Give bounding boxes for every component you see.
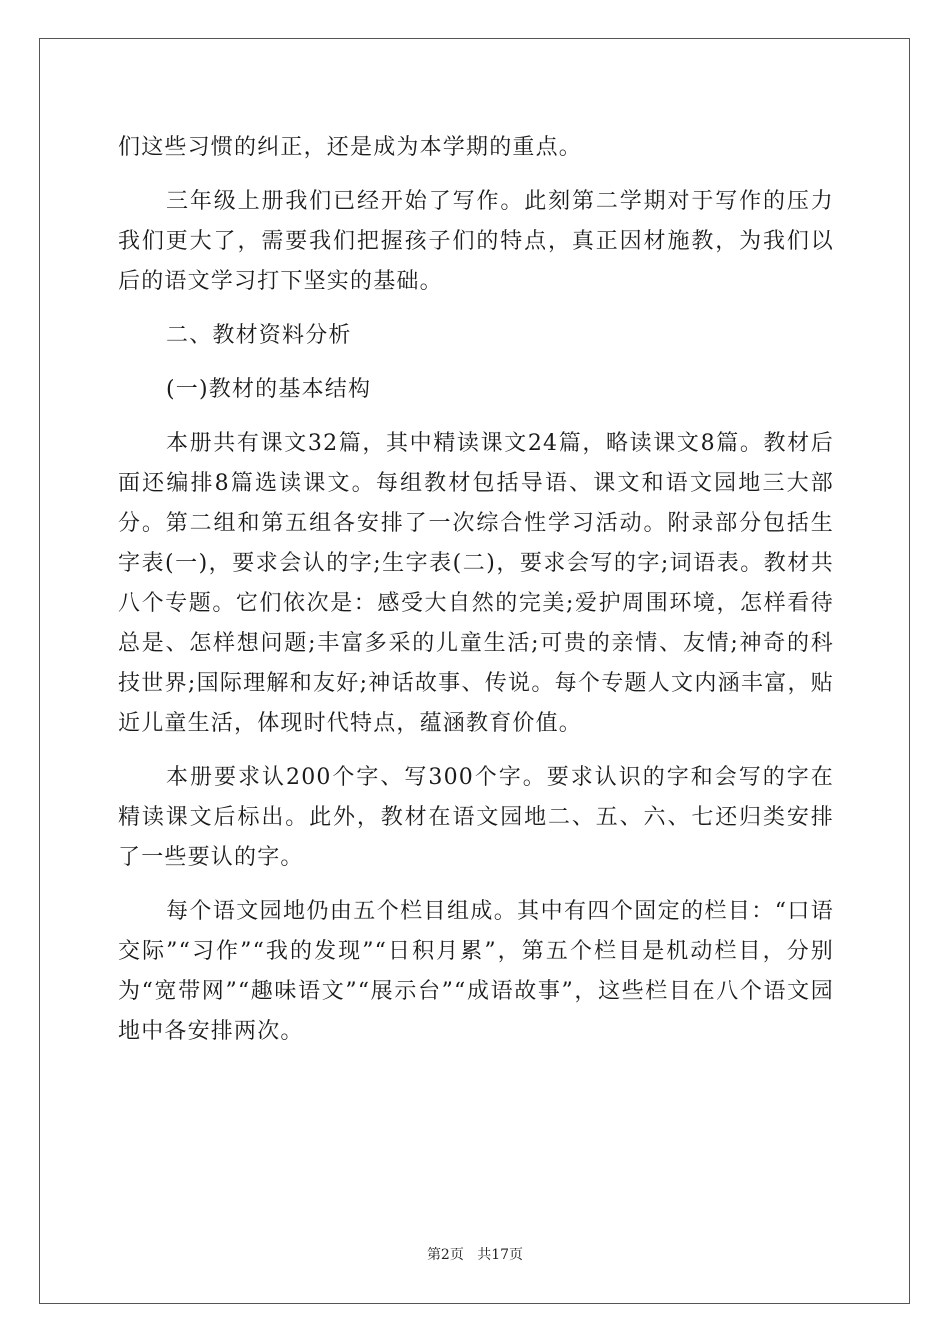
paragraph-columns: 每个语文园地仍由五个栏目组成。其中有四个固定的栏目：“口语交际”“习作”“我的发现”“日积月累”，第五个栏目是机动栏目，分别为“宽带网”“趣味语文”“展示台”“成语故事”，这些栏目在八个语文园地中各安排两次。 xyxy=(118,899,834,1044)
paragraph-structure: 本册共有课文32篇，其中精读课文24篇，略读课文8篇。教材后面还编排8篇选读课文。每组教材包括导语、课文和语文园地三大部分。第二组和第五组各安排了一次综合性学习活动。附录部分包括生字表(一)，要求会认的字;生字表(二)，要求会写的字;词语表。教材共八个专题。它们依次是：感受大自然的完美;爱护周围环境，怎样看待总是、怎样想问题;丰富多采的儿童生活;可贵的亲情、友情;神奇的科技世界;国际理解和友好;神话故事、传说。每个专题人文内涵丰富，贴近儿童生活，体现时代特点，蕴涵教育价值。 xyxy=(118,431,834,736)
page-number: 第2页 xyxy=(426,1247,464,1263)
paragraph-writing: 三年级上册我们已经开始了写作。此刻第二学期对于写作的压力我们更大了，需要我们把握孩子们的特点，真正因材施教，为我们以后的语文学习打下坚实的基础。 xyxy=(118,189,834,294)
paragraph-characters: 本册要求认200个字、写300个字。要求认识的字和会写的字在精读课文后标出。此外，教材在语文园地二、五、六、七还归类安排了一些要认的字。 xyxy=(118,765,834,870)
document-body xyxy=(118,128,834,1066)
subsection-heading: (一)教材的基本结构 xyxy=(166,377,372,402)
paragraph-continuation: 们这些习惯的纠正，还是成为本学期的重点。 xyxy=(118,135,583,160)
page-total: 共17页 xyxy=(477,1247,524,1263)
page-footer xyxy=(0,1245,950,1265)
section-heading: 二、教材资料分析 xyxy=(166,323,352,348)
